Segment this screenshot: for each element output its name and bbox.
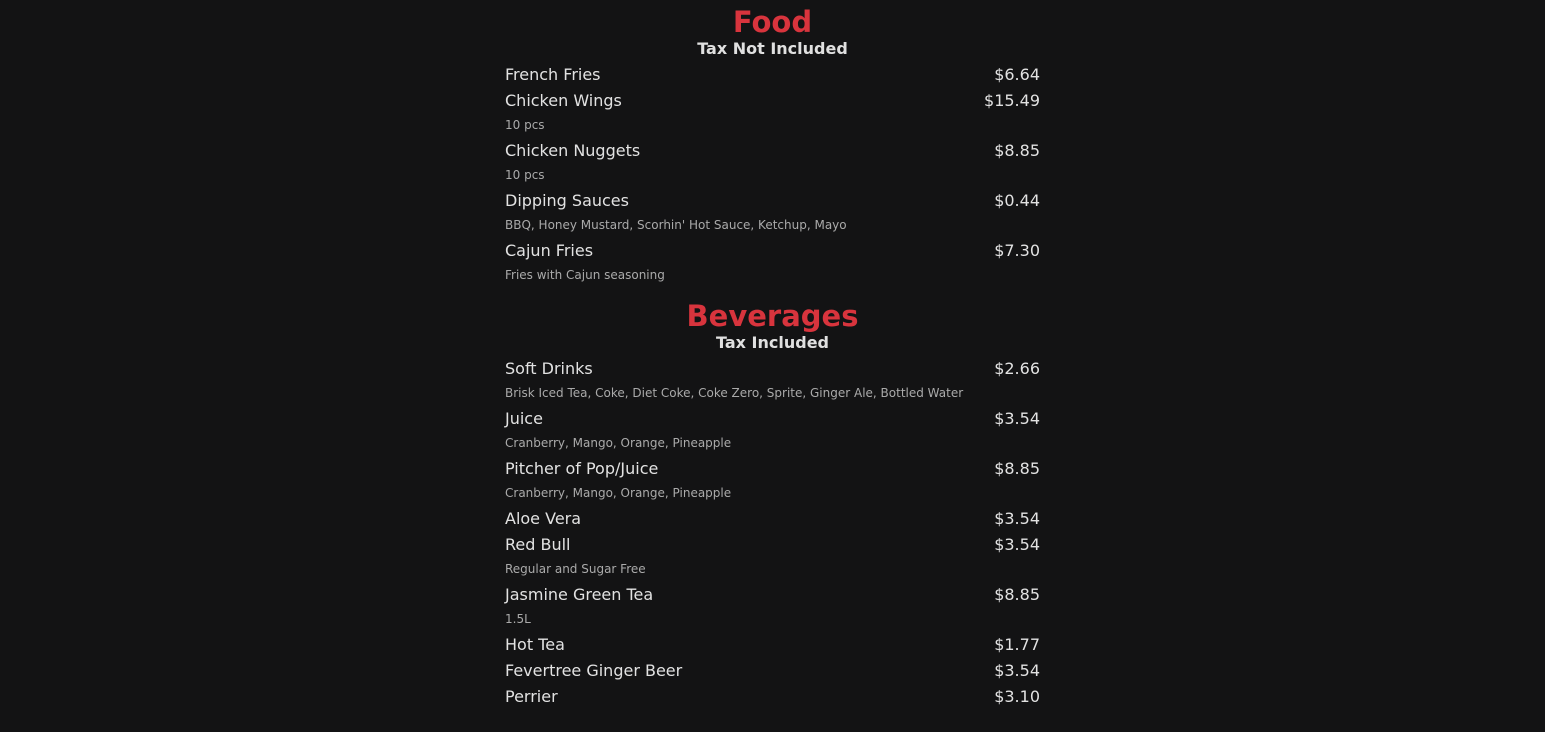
item-name: Hot Tea	[505, 635, 565, 654]
item-price: $8.85	[994, 585, 1040, 604]
item-price: $15.49	[984, 91, 1040, 110]
section-title-beverages: Beverages	[686, 299, 859, 333]
item-price: $3.54	[994, 661, 1040, 680]
item-price: $0.44	[994, 191, 1040, 210]
menu-item	[505, 684, 1040, 710]
section-subtitle-food: Tax Not Included	[697, 39, 848, 58]
item-price: $8.85	[994, 459, 1040, 478]
item-description: Fries with Cajun seasoning	[505, 268, 665, 282]
item-description: 10 pcs	[505, 168, 545, 182]
section-title-food: Food	[732, 5, 813, 39]
menu-item	[505, 88, 1040, 114]
food-section	[505, 0, 1040, 287]
item-name: Soft Drinks	[505, 359, 593, 378]
menu-item	[505, 238, 1040, 264]
item-price: $3.54	[994, 509, 1040, 528]
menu-item	[505, 658, 1040, 684]
item-description: Cranberry, Mango, Orange, Pineapple	[505, 436, 732, 450]
item-description: BBQ, Honey Mustard, Scorhin' Hot Sauce, Ketchup, Mayo	[505, 218, 847, 232]
item-price: $3.10	[994, 687, 1040, 706]
menu-item	[505, 188, 1040, 214]
item-description: 10 pcs	[505, 118, 545, 132]
item-description: Brisk Iced Tea, Coke, Diet Coke, Coke Zero, Sprite, Ginger Ale, Bottled Water	[505, 386, 964, 400]
item-price: $7.30	[994, 241, 1040, 260]
item-name: Perrier	[505, 687, 558, 706]
menu-item	[505, 632, 1040, 658]
item-name: Red Bull	[505, 535, 571, 554]
menu-item	[505, 532, 1040, 558]
item-name: French Fries	[505, 65, 601, 84]
menu-item	[505, 456, 1040, 482]
item-description: Cranberry, Mango, Orange, Pineapple	[505, 486, 732, 500]
menu-item	[505, 506, 1040, 532]
menu	[505, 0, 1040, 710]
section-subtitle-beverages: Tax Included	[716, 333, 829, 352]
item-name: Fevertree Ginger Beer	[505, 661, 683, 680]
item-price: $2.66	[994, 359, 1040, 378]
item-price: $3.54	[994, 535, 1040, 554]
menu-item	[505, 582, 1040, 608]
item-name: Chicken Nuggets	[505, 141, 641, 160]
menu-item	[505, 406, 1040, 432]
item-price: $8.85	[994, 141, 1040, 160]
item-name: Pitcher of Pop/Juice	[505, 459, 659, 478]
item-price: $6.64	[994, 65, 1040, 84]
item-name: Jasmine Green Tea	[505, 585, 654, 604]
item-description: Regular and Sugar Free	[505, 562, 646, 576]
menu-item	[505, 138, 1040, 164]
menu-item	[505, 62, 1040, 88]
item-price: $1.77	[994, 635, 1040, 654]
item-name: Dipping Sauces	[505, 191, 629, 210]
item-description: 1.5L	[505, 612, 531, 626]
beverages-section	[505, 288, 1040, 710]
menu-item	[505, 356, 1040, 382]
item-name: Aloe Vera	[505, 509, 582, 528]
item-name: Cajun Fries	[505, 241, 594, 260]
item-name: Juice	[505, 409, 543, 428]
item-name: Chicken Wings	[505, 91, 622, 110]
item-price: $3.54	[994, 409, 1040, 428]
